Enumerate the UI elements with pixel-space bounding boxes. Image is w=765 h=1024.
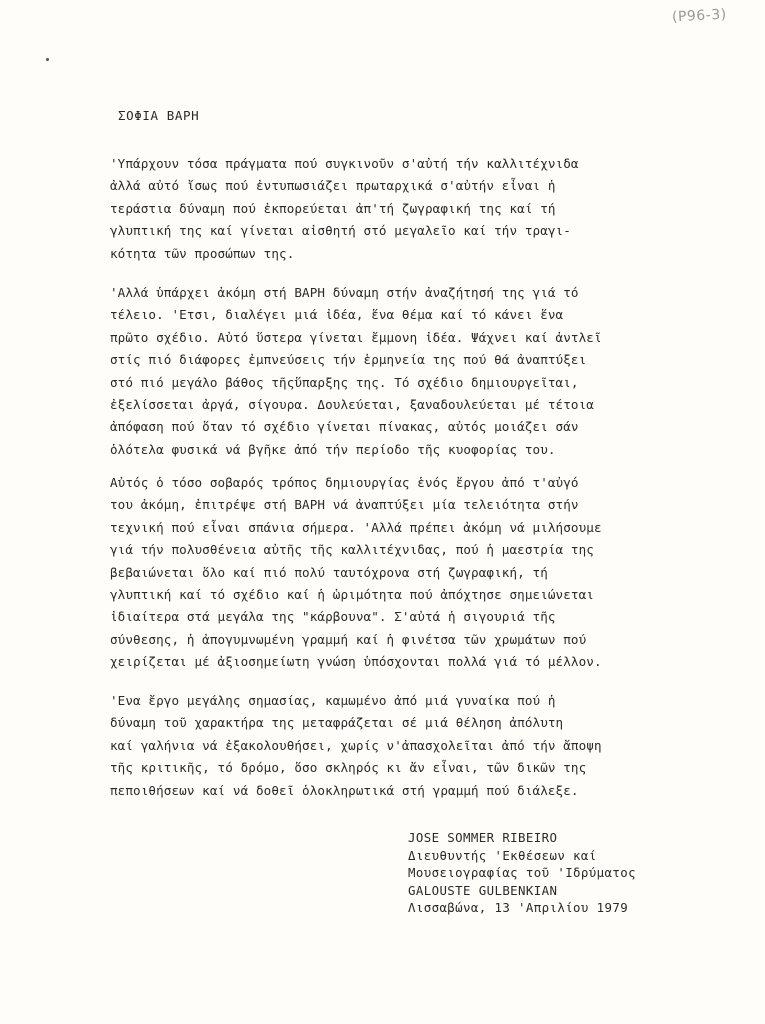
signatory-title: Μουσειογραφίας τοῦ 'Ιδρύματος bbox=[408, 865, 636, 881]
text-line: ἰδιαίτερα στά μεγάλα της "κάρβουνα". Σ'αὐτά ἡ σιγουριά τῆς bbox=[110, 609, 556, 625]
text-line: δύναμη τοῦ χαρακτήρα της μεταφράζεται σέ μιά θέληση ἀπόλυτη bbox=[110, 715, 564, 731]
text-line: πρῶτο σχέδιο. Αὐτό ὕστερα γίνεται ἔμμονη ἰδέα. Ψάχνει καί ἀντλεῖ bbox=[110, 329, 602, 345]
text-line: πεποιθήσεων καί νά δοθεῖ ὁλοκληρωτικά στή γραμμή πού διάλεξε. bbox=[110, 782, 579, 798]
letter-title: ΣΟΦΙΑ ΒΑΡΗ bbox=[118, 108, 200, 123]
text-line: στίς πιό διάφορες ἐμπνεύσεις τήν ἑρμηνεία της πού θά ἀναπτύξει bbox=[110, 352, 587, 368]
signatory-organization: GALOUSTE GULBENKIAN bbox=[408, 882, 558, 898]
place-and-date: Λισσαβώνα, 13 'Απριλίου 1979 bbox=[408, 900, 629, 916]
signatory-title: Διευθυντής 'Εκθέσεων καί bbox=[408, 847, 597, 863]
text-line: τεχνική πού εἶναι σπάνια σήμερα. 'Αλλά πρέπει ἀκόμη νά μιλήσουμε bbox=[110, 519, 602, 535]
paragraph-2 bbox=[110, 282, 670, 461]
text-line: του ἀκόμη, ἐπιτρέψε στή ΒΑΡΗ νά ἀναπτύξει μία τελειότητα στήν bbox=[110, 497, 579, 513]
paper-speck bbox=[46, 58, 49, 61]
signature-block bbox=[408, 829, 636, 917]
paragraph-1 bbox=[110, 153, 670, 265]
text-line: ἀλλά αὐτό ἴσως πού ἐντυπωσιάζει πρωταρχικά σ'αὐτήν εἶναι ἡ bbox=[110, 178, 556, 194]
text-line: τεράστια δύναμη πού ἐκπορεύεται ἀπ'τή ζωγραφική της καί τή bbox=[110, 200, 556, 216]
text-line: ὁλότελα φυσικά νά βγῆκε ἀπό τήν περίοδο τῆς κυοφορίας του. bbox=[110, 441, 556, 457]
archive-reference-mark: (P96-3) bbox=[671, 6, 728, 26]
text-line: καί γαλήνια νά ἐξακολουθήσει, χωρίς ν'ἀπασχολεῖται ἀπό τήν ἄποψη bbox=[110, 737, 602, 753]
text-line: χειρίζεται μέ ἀξιοσημείωτη γνώση ὑπόσχονται πολλά γιά τό μέλλον. bbox=[110, 654, 602, 670]
text-line: 'Αλλά ὑπάρχει ἀκόμη στή ΒΑΡΗ δύναμη στήν ἀναζήτησή της γιά τό bbox=[110, 285, 579, 300]
text-line: τέλειο. 'Ετσι, διαλέγει μιά ἰδέα, ἕνα θέμα καί τό κάνει ἕνα bbox=[110, 307, 564, 323]
text-line: βεβαιώνεται ὅλο καί πιό πολύ ταυτόχρονα στή ζωγραφική, τή bbox=[110, 564, 548, 580]
text-line: 'Υπάρχουν τόσα πράγματα πού συγκινοῦν σ'αὐτή τήν καλλιτέχνιδα bbox=[110, 156, 579, 171]
text-line: Αὐτός ὁ τόσο σοβαρός τρόπος δημιουργίας ἑνός ἔργου ἀπό τ'αὐγό bbox=[110, 475, 579, 490]
text-line: γλυπτική καί τό σχέδιο καί ἡ ὡριμότητα πού ἀπόχτησε σημειώνεται bbox=[110, 587, 594, 603]
text-line: κότητα τῶν προσώπων της. bbox=[110, 245, 295, 261]
paragraph-3 bbox=[110, 472, 670, 674]
text-line: γιά τήν πολυσθένεια αὐτῆς τῆς καλλιτέχνιδας, πού ἡ μαεστρία της bbox=[110, 542, 594, 558]
text-line: στό πιό μεγάλο βάθος τῆςὕπαρξης της. Τό σχέδιο δημιουργεῖται, bbox=[110, 374, 579, 390]
text-line: σύνθεσης, ἡ ἀπογυμνωμένη γραμμή καί ἡ φινέτσα τῶν χρωμάτων πού bbox=[110, 631, 587, 647]
text-line: τῆς κριτικῆς, τό δρόμο, ὅσο σκληρός κι ἄν εἶναι, τῶν δικῶν της bbox=[110, 760, 587, 776]
text-line: 'Ενα ἔργο μεγάλης σημασίας, καμωμένο ἀπό μιά γυναίκα πού ἡ bbox=[110, 693, 556, 708]
signatory-name: JOSE SOMMER RIBEIRO bbox=[408, 830, 558, 845]
text-line: ἀπόφαση πού ὅταν τό σχέδιο γίνεται πίνακας, αὐτός μοιάζει σάν bbox=[110, 419, 579, 435]
paragraph-4 bbox=[110, 690, 670, 802]
text-line: γλυπτική της καί γίνεται αἰσθητή στό μεγαλεῖο καί τήν τραγι- bbox=[110, 223, 571, 239]
text-line: ἐξελίσσεται ἀργά, σίγουρα. Δουλεύεται, ξαναδουλεύεται μέ τέτοια bbox=[110, 397, 594, 413]
